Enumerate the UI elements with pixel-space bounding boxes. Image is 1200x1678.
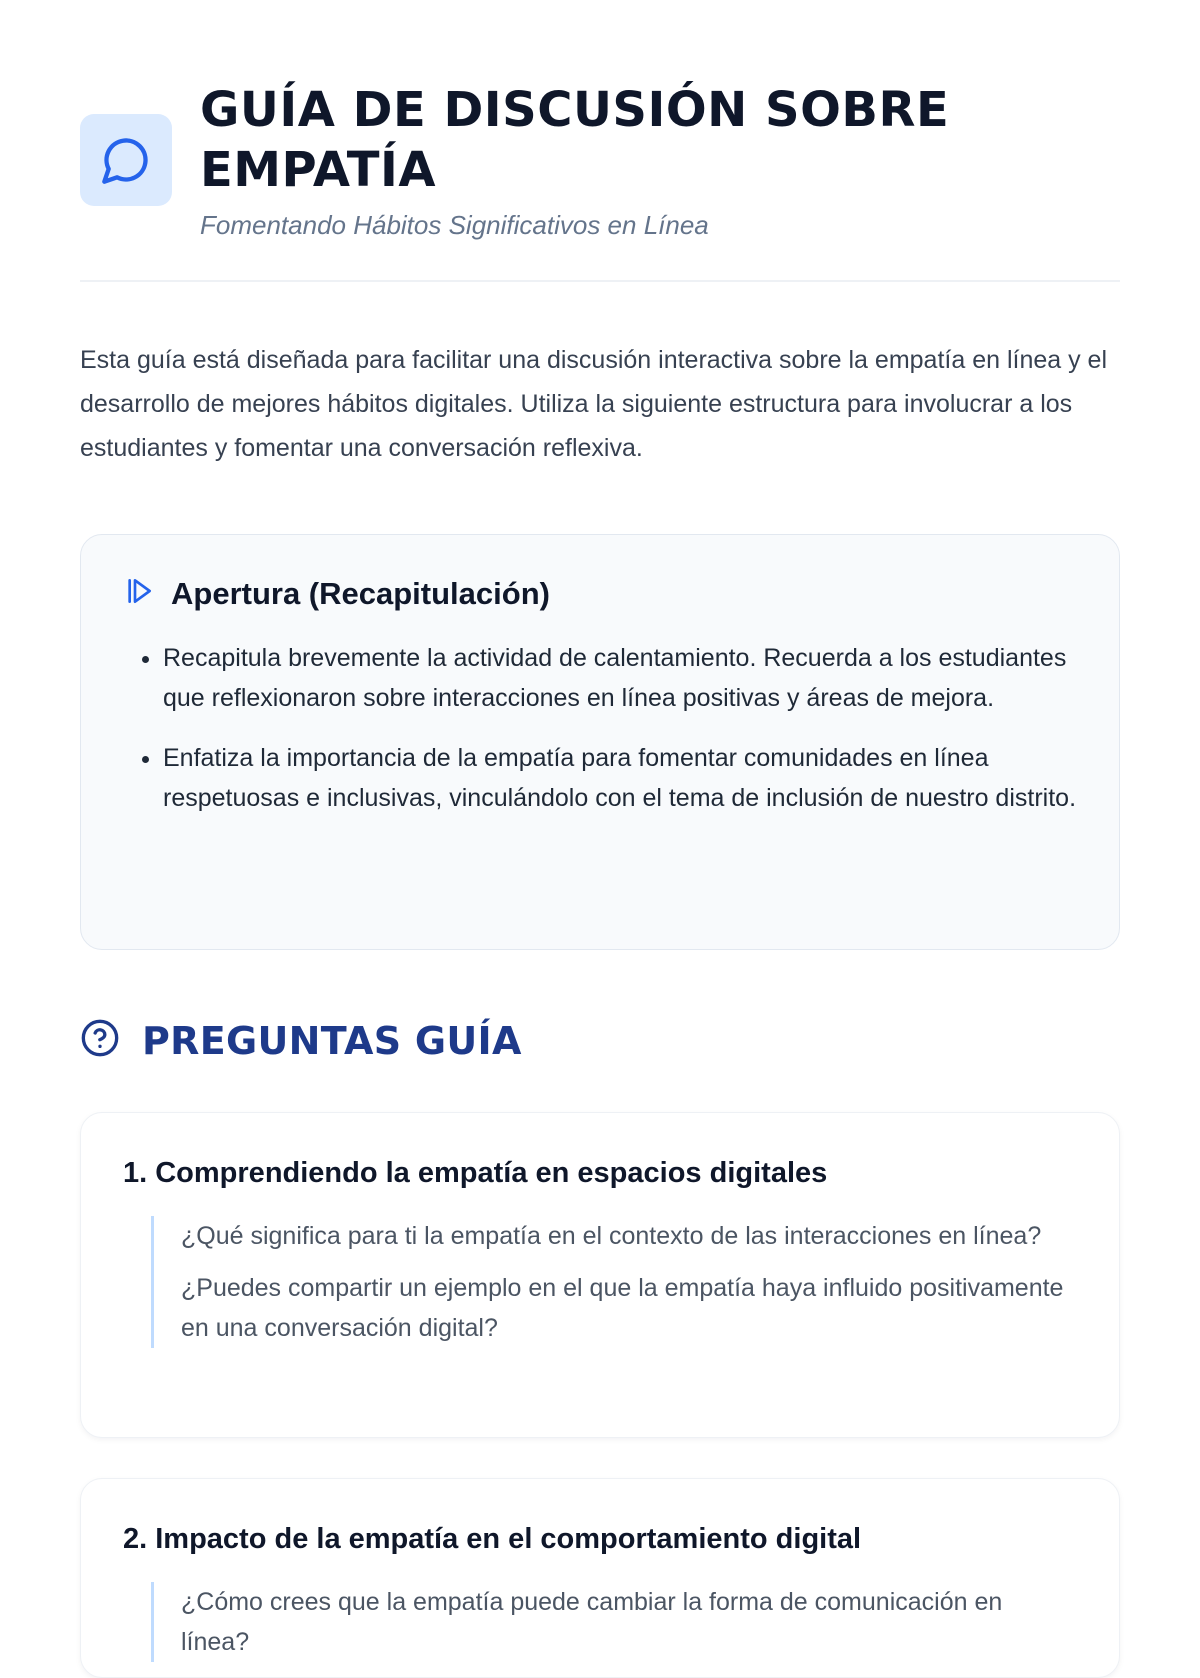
question-text: ¿Cómo crees que la empatía puede cambiar la forma de comunicación en línea? — [181, 1588, 1003, 1656]
page-header — [80, 80, 1120, 241]
question-card-title: 1. Comprendiendo la empatía en espacios digitales — [123, 1157, 828, 1189]
apertura-bullet-list — [123, 638, 1077, 818]
apertura-title: Apertura (Recapitulación) — [171, 575, 550, 611]
question-card-title: 2. Impacto de la empatía en el comportamiento digital — [123, 1523, 862, 1555]
preguntas-title: PREGUNTAS GUÍA — [142, 1018, 522, 1063]
preguntas-section-heading — [80, 1018, 522, 1063]
page-subtitle: Fomentando Hábitos Significativos en Línea — [200, 210, 709, 240]
play-start-icon — [123, 575, 155, 612]
apertura-heading — [123, 575, 1077, 612]
header-text — [200, 80, 1120, 241]
question-text: ¿Qué significa para ti la empatía en el contexto de las interacciones en línea? — [181, 1222, 1042, 1250]
question-text: ¿Puedes compartir un ejemplo en el que la empatía haya influido positivamente en una conversación digital? — [181, 1274, 1064, 1342]
list-item: • Enfatiza la importancia de la empatía para fomentar comunidades en línea respetuosas e inclusivas, vinculándolo con el tema de inclusión de nuestro distrito. — [163, 738, 1077, 818]
question-list — [151, 1216, 1077, 1348]
question-list — [151, 1582, 1077, 1662]
page-title: GUÍA DE DISCUSIÓN SOBRE EMPATÍA — [200, 82, 950, 198]
question-circle-icon — [80, 1018, 120, 1063]
list-item: • Recapitula brevemente la actividad de calentamiento. Recuerda a los estudiantes que reflexionaron sobre interacciones en línea positivas y áreas de mejora. — [163, 638, 1077, 718]
question-card — [80, 1478, 1120, 1678]
apertura-card — [80, 534, 1120, 950]
intro-paragraph: Esta guía está diseñada para facilitar una discusión interactiva sobre la empatía en línea y el desarrollo de mejores hábitos digitales. Utiliza la siguiente estructura para involucrar a los estudiantes y fomentar una conversación reflexiva. — [80, 346, 1108, 462]
chat-bubble-icon — [80, 114, 172, 206]
question-card — [80, 1112, 1120, 1438]
header-divider — [80, 280, 1120, 282]
